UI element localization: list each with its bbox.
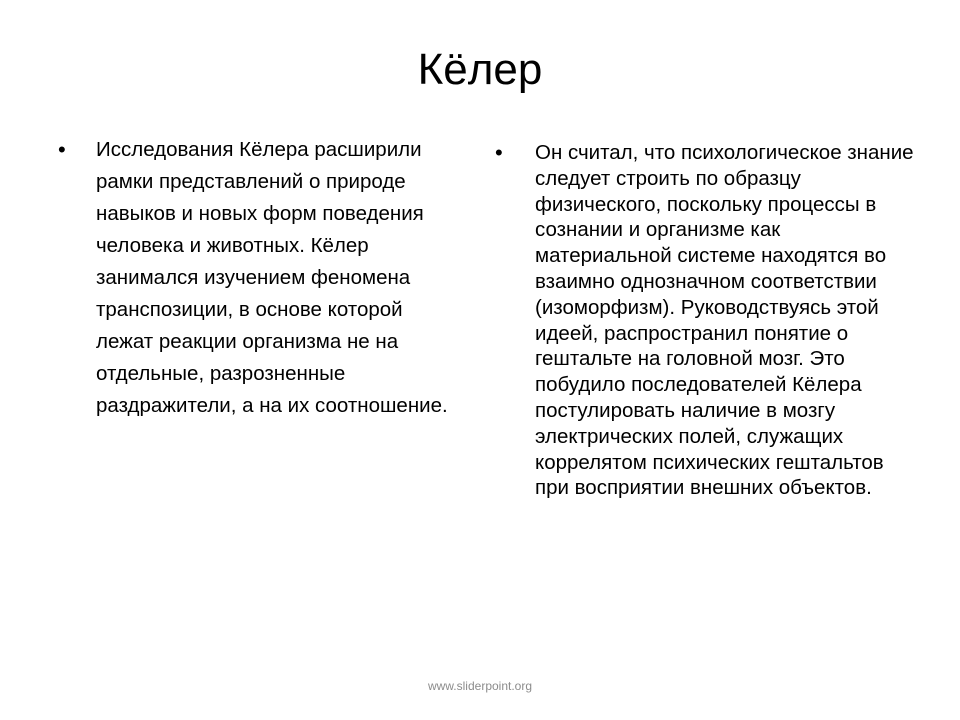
left-bullet-item	[58, 134, 460, 422]
left-bullet-list	[58, 134, 460, 422]
bullet-icon: •	[495, 140, 503, 165]
right-bullet-list	[495, 140, 915, 501]
right-bullet-item	[495, 140, 915, 501]
right-bullet-text: Он считал, что психологическое знание следует строить по образцу физического, поскольку процессы в сознании и организме как материальной системе находятся во взаимно однозначном соответствии (изоморфизм). Руководствуясь этой идеей, распространил понятие о гештальте на головной мозг. Это побудило последователей Кёлера постулировать наличие в мозгу электрических полей, служащих коррелятом психических гештальтов при восприятии внешних объектов.	[535, 141, 914, 500]
slide-title: Кёлер	[417, 45, 543, 94]
footer-url: www.sliderpoint.org	[427, 679, 533, 693]
bullet-icon: •	[58, 137, 66, 162]
left-bullet-text: Исследования Кёлера расширили рамки представлений о природе навыков и новых форм поведения человека и животных. Кёлер занимался изучением феномена транспозиции, в основе которой лежат реакции организма не на отдельные, разрозненные раздражители, а на их соотношение.	[96, 138, 448, 417]
